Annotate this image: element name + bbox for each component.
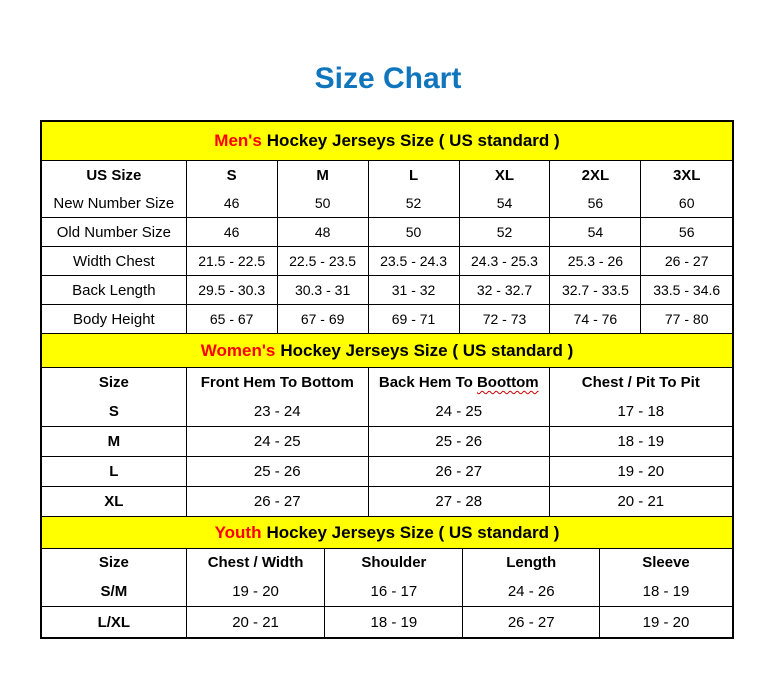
womens-section-accent: Women's [200,340,276,360]
size-value-cell: 23.5 - 24.3 [368,247,459,276]
size-value-cell: 56 [641,218,732,247]
row-label: Width Chest [42,247,186,276]
row-label: Back Length [42,276,186,305]
mens-table-body [42,189,732,333]
size-value-cell: 24 - 25 [186,427,368,457]
row-label: M [42,427,186,457]
size-value-cell: 20 - 21 [186,607,325,638]
size-value-cell: 24.3 - 25.3 [459,247,550,276]
size-value-cell: 29.5 - 30.3 [186,276,277,305]
size-value-cell: 69 - 71 [368,305,459,334]
size-value-cell: 74 - 76 [550,305,641,334]
size-value-cell: 32.7 - 33.5 [550,276,641,305]
womens-table-body [42,397,732,516]
size-value-cell: 26 - 27 [463,607,600,638]
size-value-cell: 48 [277,218,368,247]
youth-section-title-rest: Hockey Jerseys Size ( US standard ) [266,522,560,542]
misspelled-word: Boottom [476,374,539,391]
header-row [42,368,732,397]
size-row [42,457,732,487]
size-value-cell: 54 [550,218,641,247]
size-value-cell: 26 - 27 [368,457,549,487]
column-header: L [368,161,459,189]
youth-table-body [42,576,732,637]
header-row [42,549,732,576]
page-title: Size Chart [314,62,462,95]
womens-section-title-rest: Hockey Jerseys Size ( US standard ) [280,340,574,360]
size-value-cell: 33.5 - 34.6 [641,276,732,305]
column-header: Length [463,549,600,576]
mens-section-accent: Men's [214,131,262,150]
size-value-cell: 46 [186,189,277,218]
youth-section [42,516,732,637]
size-value-cell: 25 - 26 [368,427,549,457]
youth-table-head [42,549,732,576]
column-header: Size [42,549,186,576]
size-value-cell: 72 - 73 [459,305,550,334]
column-header: 2XL [550,161,641,189]
row-label: S [42,397,186,427]
mens-table-head [42,161,732,189]
size-value-cell: 46 [186,218,277,247]
youth-section-accent: Youth [214,522,262,542]
size-value-cell: 17 - 18 [549,397,732,427]
size-value-cell: 20 - 21 [549,487,732,517]
size-value-cell: 32 - 32.7 [459,276,550,305]
youth-size-table [42,549,732,637]
size-value-cell: 18 - 19 [600,576,733,607]
size-chart-table [40,120,734,639]
size-row [42,607,732,638]
row-label: L [42,457,186,487]
column-header: M [277,161,368,189]
size-value-cell: 50 [277,189,368,218]
size-value-cell: 26 - 27 [641,247,732,276]
size-value-cell: 50 [368,218,459,247]
size-value-cell: 23 - 24 [186,397,368,427]
row-label: L/XL [42,607,186,638]
column-header: 3XL [641,161,732,189]
size-row [42,576,732,607]
row-label: New Number Size [42,189,186,218]
column-header: Shoulder [325,549,463,576]
header-row [42,161,732,189]
size-value-cell: 67 - 69 [277,305,368,334]
size-value-cell: 52 [459,218,550,247]
size-row [42,487,732,517]
size-value-cell: 19 - 20 [600,607,733,638]
size-value-cell: 22.5 - 23.5 [277,247,368,276]
size-value-cell: 18 - 19 [549,427,732,457]
size-value-cell: 19 - 20 [186,576,325,607]
size-value-cell: 27 - 28 [368,487,549,517]
size-value-cell: 24 - 26 [463,576,600,607]
size-value-cell: 26 - 27 [186,487,368,517]
size-row [42,397,732,427]
size-value-cell: 56 [550,189,641,218]
size-value-cell: 25.3 - 26 [550,247,641,276]
size-row [42,427,732,457]
size-row [42,218,732,247]
column-header: Front Hem To Bottom [186,368,368,397]
womens-table-head [42,368,732,397]
size-value-cell: 30.3 - 31 [277,276,368,305]
womens-section-header [42,333,732,368]
size-row [42,247,732,276]
size-row [42,189,732,218]
size-row [42,305,732,334]
column-header: Back Hem To Boottom [368,368,549,397]
size-value-cell: 60 [641,189,732,218]
mens-section-title-rest: Hockey Jerseys Size ( US standard ) [266,131,560,150]
size-value-cell: 52 [368,189,459,218]
mens-section-header [42,122,732,161]
size-value-cell: 21.5 - 22.5 [186,247,277,276]
column-header: Chest / Width [186,549,325,576]
column-header: Size [42,368,186,397]
youth-section-header [42,516,732,549]
size-value-cell: 19 - 20 [549,457,732,487]
row-label: Body Height [42,305,186,334]
size-value-cell: 65 - 67 [186,305,277,334]
row-label: S/M [42,576,186,607]
size-value-cell: 77 - 80 [641,305,732,334]
size-value-cell: 24 - 25 [368,397,549,427]
size-value-cell: 18 - 19 [325,607,463,638]
column-header: Chest / Pit To Pit [549,368,732,397]
mens-section [42,122,732,333]
size-row [42,276,732,305]
size-value-cell: 31 - 32 [368,276,459,305]
womens-section [42,333,732,516]
row-label: XL [42,487,186,517]
womens-size-table [42,368,732,516]
row-label: Old Number Size [42,218,186,247]
column-header: Sleeve [600,549,733,576]
column-header: XL [459,161,550,189]
mens-size-table [42,161,732,333]
size-value-cell: 16 - 17 [325,576,463,607]
size-value-cell: 25 - 26 [186,457,368,487]
size-value-cell: 54 [459,189,550,218]
column-header: US Size [42,161,186,189]
column-header: S [186,161,277,189]
